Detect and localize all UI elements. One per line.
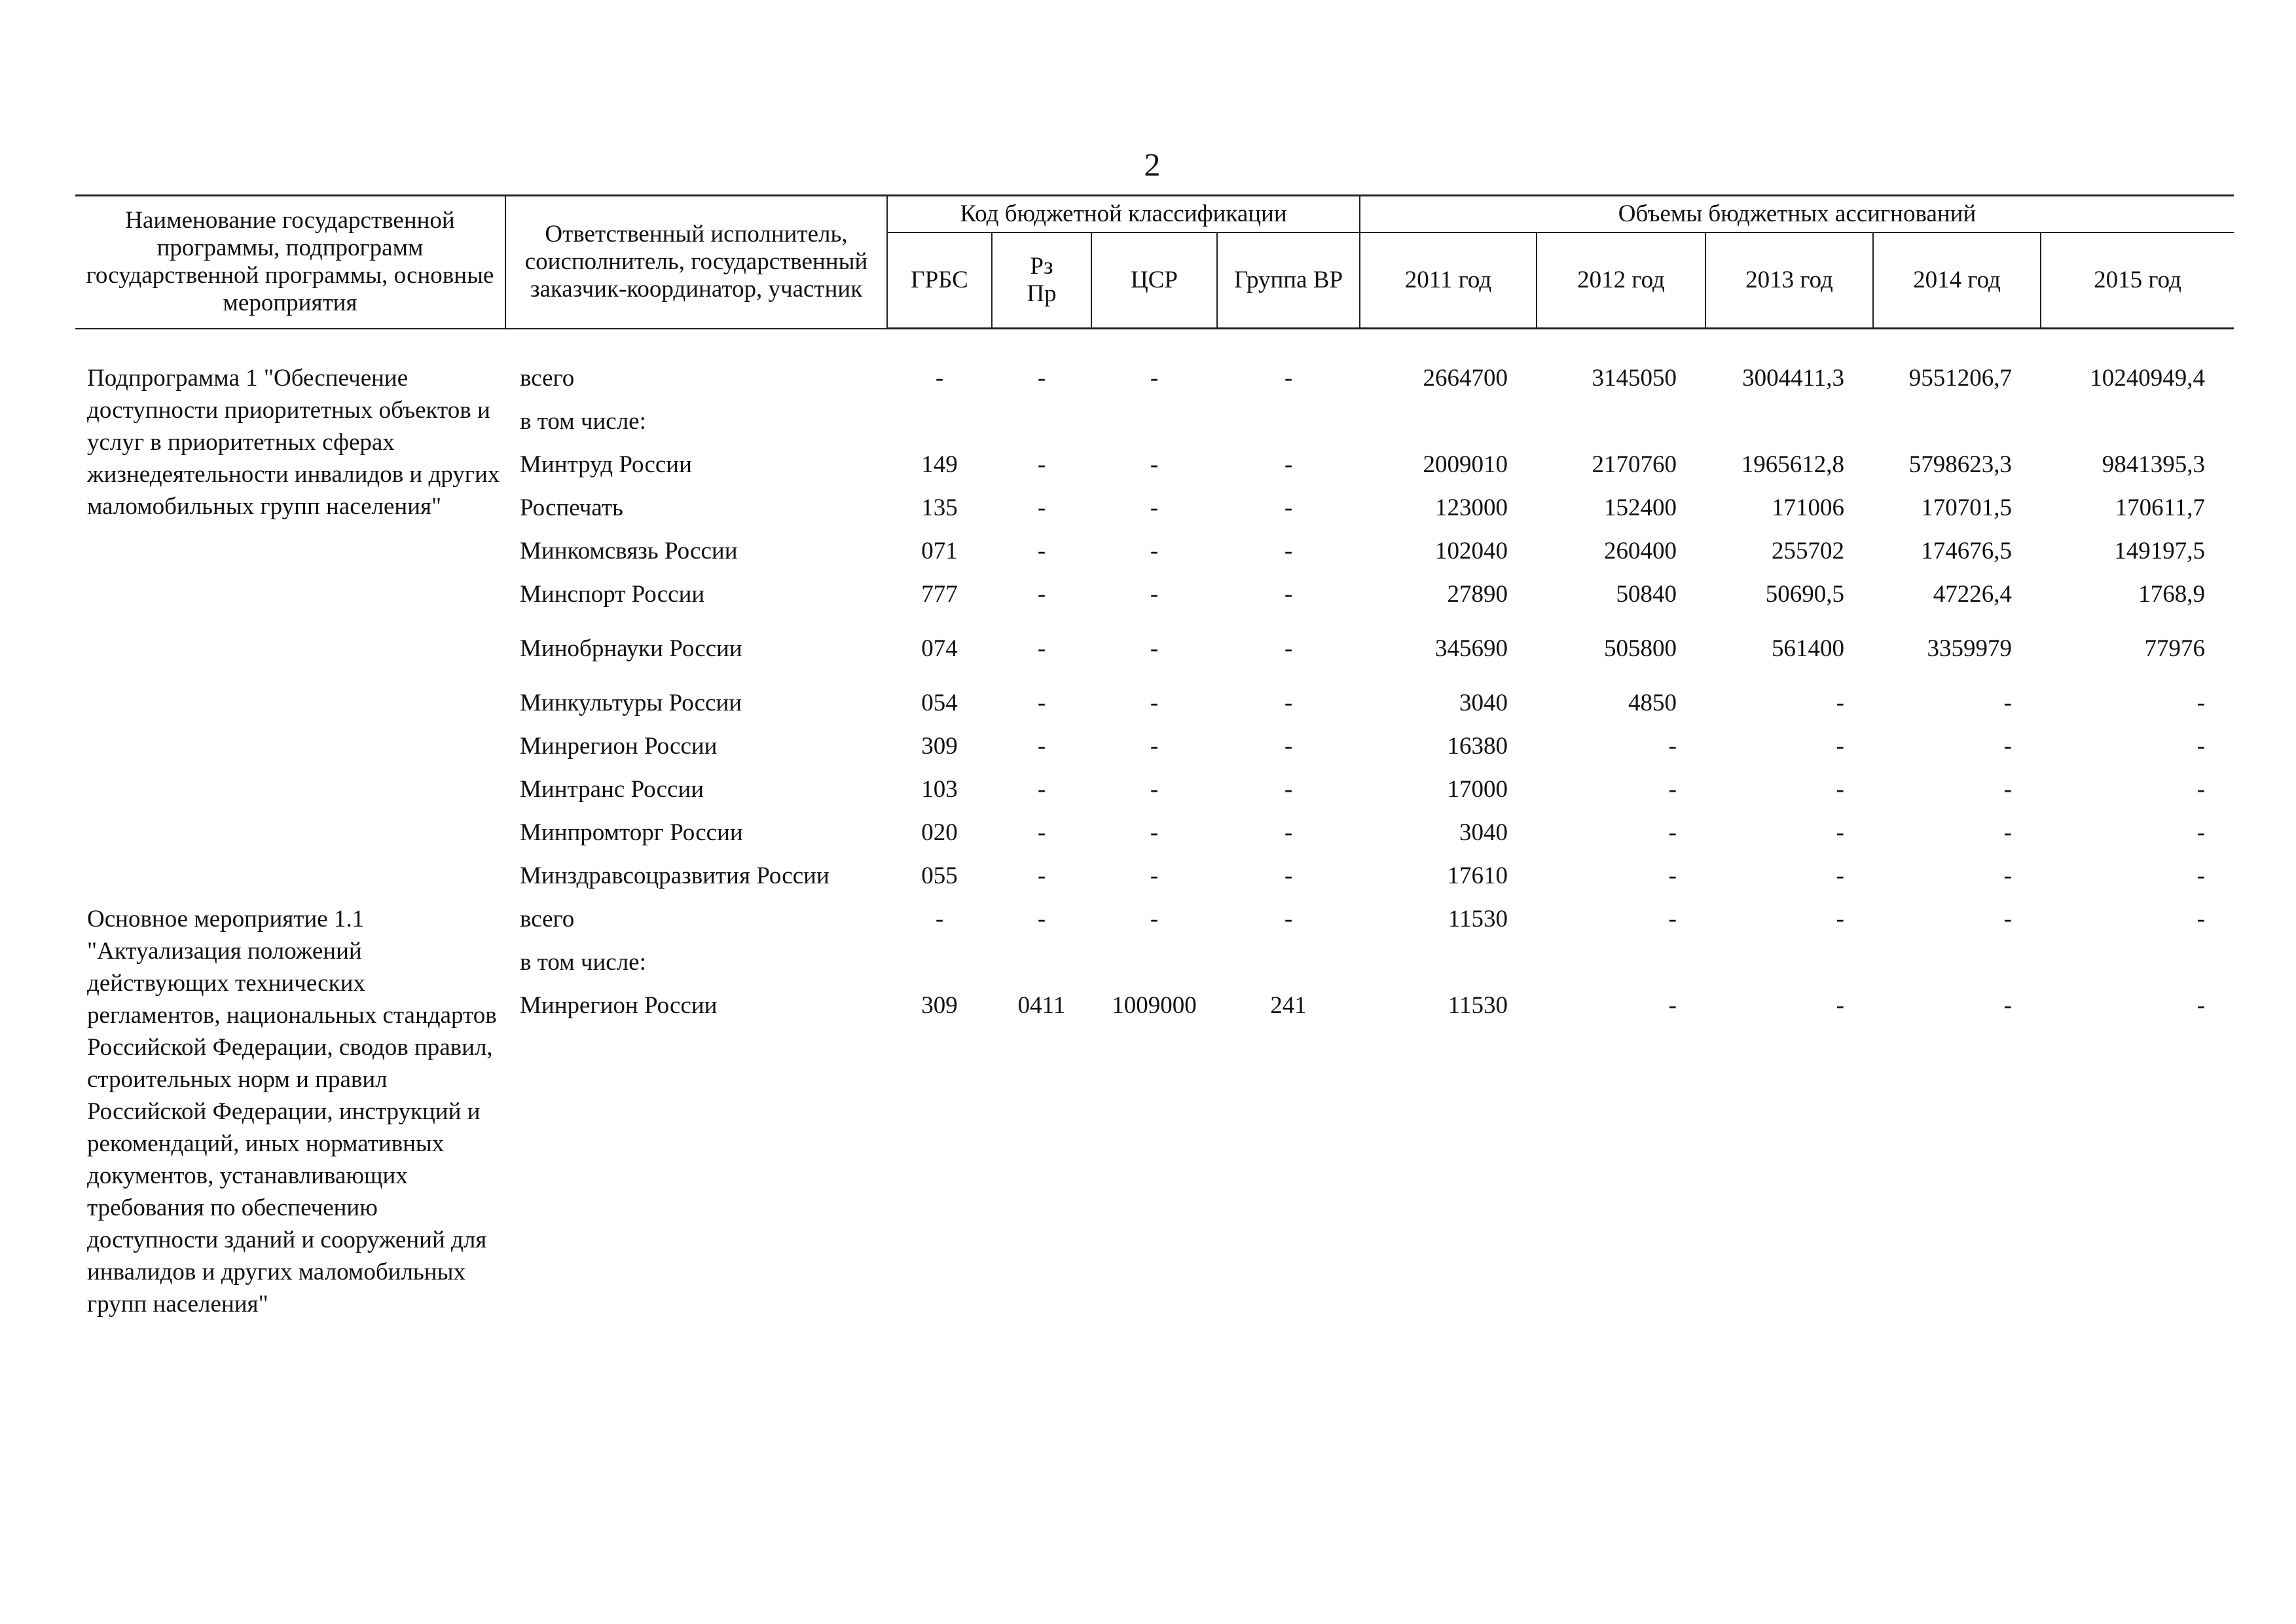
header-grbs: ГРБС bbox=[887, 232, 992, 329]
y2014-cell: - bbox=[2003, 906, 2012, 932]
y2015-cell: - bbox=[2196, 906, 2206, 932]
header-allocation-volume-group: Объемы бюджетных ассигнований bbox=[1360, 196, 2234, 233]
y2015-cell: 149197,5 bbox=[2114, 538, 2206, 564]
grbs-cell bbox=[887, 400, 992, 443]
grbs-cell: 020 bbox=[921, 819, 958, 846]
y2015-cell bbox=[2041, 400, 2234, 443]
csr-cell: - bbox=[1150, 494, 1159, 521]
csr-cell: - bbox=[1150, 538, 1159, 564]
vr-cell bbox=[1217, 941, 1360, 984]
header-vr-group: Группа ВР bbox=[1217, 232, 1360, 329]
y2014-cell: 170701,5 bbox=[1921, 494, 2012, 521]
executor-cell: Минкомсвязь России bbox=[520, 538, 738, 564]
y2013-cell: - bbox=[1836, 862, 1844, 889]
csr-cell: - bbox=[1150, 906, 1159, 932]
y2013-cell: - bbox=[1836, 690, 1844, 716]
executor-cell: Минтруд России bbox=[520, 451, 692, 478]
y2014-cell: - bbox=[2003, 862, 2012, 889]
y2014-cell: 47226,4 bbox=[1933, 581, 2012, 608]
csr-cell: - bbox=[1150, 581, 1159, 608]
csr-cell: - bbox=[1150, 862, 1159, 889]
executor-cell: Минздравсоцразвития России bbox=[520, 862, 829, 889]
executor-cell: Минпромторг России bbox=[520, 819, 743, 846]
y2013-cell: 50690,5 bbox=[1765, 581, 1844, 608]
grbs-cell: 309 bbox=[921, 992, 958, 1019]
header-budget-code-group: Код бюджетной классификации bbox=[887, 196, 1360, 233]
executor-cell: Минтранс России bbox=[520, 776, 704, 803]
rzpr-cell: - bbox=[1037, 906, 1046, 932]
executor-cell: Минобрнауки России bbox=[520, 635, 742, 662]
y2014-cell: 5798623,3 bbox=[1908, 451, 2012, 478]
vr-cell: - bbox=[1284, 494, 1293, 521]
y2012-cell bbox=[1537, 941, 1705, 984]
csr-cell: - bbox=[1150, 776, 1159, 803]
y2013-cell: 255702 bbox=[1772, 538, 1844, 564]
y2015-cell: - bbox=[2196, 992, 2206, 1019]
y2011-cell bbox=[1360, 941, 1537, 984]
y2014-cell: - bbox=[2003, 819, 2012, 846]
subprogram-name: Подпрограмма 1 "Обеспечение доступности приоритетных объектов и услуг в приоритетных сферах жизнедеятельности инвалидов и других маломобильных групп населения" bbox=[87, 365, 500, 520]
executor-cell: Минспорт России bbox=[520, 581, 705, 608]
y2014-cell: - bbox=[2003, 776, 2012, 803]
vr-cell: - bbox=[1284, 906, 1293, 932]
y2011-cell: 17610 bbox=[1447, 862, 1508, 889]
page-number: 2 bbox=[1144, 146, 1161, 183]
vr-cell: 241 bbox=[1270, 992, 1307, 1019]
y2011-cell: 11530 bbox=[1448, 906, 1508, 932]
grbs-cell: 103 bbox=[921, 776, 958, 803]
rzpr-cell: - bbox=[1037, 635, 1046, 662]
rzpr-cell: - bbox=[1037, 819, 1046, 846]
header-rz: Рз bbox=[1030, 253, 1053, 280]
y2012-cell: 505800 bbox=[1604, 635, 1677, 662]
executor-cell: Минкультуры России bbox=[520, 690, 742, 716]
grbs-cell bbox=[887, 941, 992, 984]
vr-cell: - bbox=[1284, 776, 1293, 803]
csr-cell bbox=[1091, 400, 1217, 443]
header-year-2012: 2012 год bbox=[1537, 232, 1705, 329]
grbs-cell: 149 bbox=[921, 451, 958, 478]
y2013-cell: 3004411,3 bbox=[1742, 365, 1844, 392]
y2011-cell: 2009010 bbox=[1423, 451, 1508, 478]
vr-cell bbox=[1217, 400, 1360, 443]
header-csr: ЦСР bbox=[1091, 232, 1217, 329]
rzpr-cell: - bbox=[1037, 581, 1046, 608]
y2014-cell: - bbox=[2003, 992, 2012, 1019]
y2014-cell: - bbox=[2003, 733, 2012, 760]
y2012-cell: 3145050 bbox=[1592, 365, 1677, 392]
y2012-cell: - bbox=[1668, 862, 1677, 889]
y2015-cell: - bbox=[2196, 690, 2206, 716]
y2011-cell: 17000 bbox=[1447, 776, 1508, 803]
y2011-cell: 16380 bbox=[1447, 733, 1508, 760]
vr-cell: - bbox=[1284, 538, 1293, 564]
y2013-cell: 561400 bbox=[1772, 635, 1844, 662]
csr-cell bbox=[1091, 941, 1217, 984]
y2013-cell bbox=[1705, 400, 1873, 443]
csr-cell: - bbox=[1150, 690, 1159, 716]
rzpr-cell: 0411 bbox=[1017, 992, 1066, 1019]
table-row bbox=[75, 898, 2234, 941]
header-year-2015: 2015 год bbox=[2041, 232, 2234, 329]
rzpr-cell: - bbox=[1037, 733, 1046, 760]
y2014-cell bbox=[1873, 941, 2041, 984]
vr-cell: - bbox=[1284, 365, 1293, 392]
vr-cell: - bbox=[1284, 581, 1293, 608]
measure-name: Основное мероприятие 1.1 "Актуализация положений действующих технических регламентов, национальных стандартов Российской Федерации, сводов правил, строительных норм и правил Российской Федерации, инструкций и рекомендаций, иных нормативных документов, устанавливающих требования по обеспечению доступности зданий и сооружений для инвалидов и других маломобильных групп населения" bbox=[87, 906, 497, 1318]
budget-allocations-table bbox=[75, 194, 2234, 1394]
csr-cell: - bbox=[1150, 365, 1159, 392]
table-row bbox=[75, 357, 2234, 400]
executor-cell: всего bbox=[520, 365, 575, 392]
y2013-cell: 1965612,8 bbox=[1741, 451, 1844, 478]
y2013-cell: 171006 bbox=[1772, 494, 1844, 521]
rzpr-cell: - bbox=[1037, 365, 1046, 392]
grbs-cell: 054 bbox=[921, 690, 958, 716]
csr-cell: - bbox=[1150, 819, 1159, 846]
y2014-cell: - bbox=[2003, 690, 2012, 716]
y2013-cell: - bbox=[1836, 733, 1844, 760]
y2011-cell: 2664700 bbox=[1423, 365, 1508, 392]
grbs-cell: 071 bbox=[921, 538, 958, 564]
grbs-cell: 074 bbox=[921, 635, 958, 662]
executor-cell: в том числе: bbox=[520, 408, 646, 435]
header-name-column: Наименование государственной программы, подпрограмм государственной программы, основные мероприятия bbox=[75, 196, 505, 329]
header-gap-row bbox=[75, 329, 2234, 358]
y2014-cell: 9551206,7 bbox=[1908, 365, 2012, 392]
y2015-cell: 1768,9 bbox=[2138, 581, 2206, 608]
executor-cell: Минрегион России bbox=[520, 733, 718, 760]
rzpr-cell: - bbox=[1037, 451, 1046, 478]
y2011-cell: 3040 bbox=[1459, 690, 1508, 716]
vr-cell: - bbox=[1284, 690, 1293, 716]
header-year-2011: 2011 год bbox=[1360, 232, 1537, 329]
executor-cell: Роспечать bbox=[520, 494, 623, 521]
y2015-cell: - bbox=[2196, 776, 2206, 803]
rzpr-cell: - bbox=[1037, 862, 1046, 889]
rzpr-cell bbox=[992, 400, 1091, 443]
y2012-cell: 2170760 bbox=[1592, 451, 1677, 478]
executor-cell: Минрегион России bbox=[520, 992, 718, 1019]
grbs-cell: 309 bbox=[921, 733, 958, 760]
grbs-cell: 777 bbox=[921, 581, 958, 608]
y2015-cell bbox=[2041, 941, 2234, 984]
csr-cell: 1009000 bbox=[1112, 992, 1197, 1019]
y2013-cell: - bbox=[1836, 819, 1844, 846]
table-header bbox=[75, 196, 2234, 329]
csr-cell: - bbox=[1150, 635, 1159, 662]
y2012-cell: 260400 bbox=[1604, 538, 1677, 564]
y2014-cell: 174676,5 bbox=[1921, 538, 2012, 564]
y2011-cell: 3040 bbox=[1459, 819, 1508, 846]
y2014-cell bbox=[1873, 400, 2041, 443]
y2013-cell bbox=[1705, 941, 1873, 984]
vr-cell: - bbox=[1284, 862, 1293, 889]
y2012-cell: 50840 bbox=[1616, 581, 1677, 608]
y2012-cell: 4850 bbox=[1628, 690, 1677, 716]
y2015-cell: - bbox=[2196, 819, 2206, 846]
y2012-cell: - bbox=[1668, 776, 1677, 803]
y2015-cell: - bbox=[2196, 862, 2206, 889]
rzpr-cell: - bbox=[1037, 690, 1046, 716]
vr-cell: - bbox=[1284, 733, 1293, 760]
header-year-2013: 2013 год bbox=[1705, 232, 1873, 329]
y2012-cell bbox=[1537, 400, 1705, 443]
y2011-cell: 123000 bbox=[1435, 494, 1508, 521]
y2012-cell: - bbox=[1668, 733, 1677, 760]
y2013-cell: - bbox=[1836, 906, 1844, 932]
rzpr-cell: - bbox=[1037, 494, 1046, 521]
y2012-cell: - bbox=[1668, 819, 1677, 846]
y2012-cell: 152400 bbox=[1604, 494, 1677, 521]
header-rzpr bbox=[992, 232, 1091, 329]
y2013-cell: - bbox=[1836, 992, 1844, 1019]
header-pr: Пр bbox=[1027, 280, 1057, 307]
y2012-cell: - bbox=[1668, 906, 1677, 932]
y2015-cell: 77976 bbox=[2144, 635, 2206, 662]
table-body bbox=[75, 329, 2234, 1395]
executor-cell: в том числе: bbox=[520, 949, 646, 976]
y2012-cell: - bbox=[1668, 992, 1677, 1019]
y2015-cell: 10240949,4 bbox=[2090, 365, 2206, 392]
rzpr-cell bbox=[992, 941, 1091, 984]
vr-cell: - bbox=[1284, 635, 1293, 662]
rzpr-cell: - bbox=[1037, 538, 1046, 564]
csr-cell: - bbox=[1150, 733, 1159, 760]
y2015-cell: 9841395,3 bbox=[2102, 451, 2206, 478]
y2011-cell: 102040 bbox=[1435, 538, 1508, 564]
header-executor-column: Ответственный исполнитель, соисполнитель, государственный заказчик-координатор, участник bbox=[505, 196, 887, 329]
y2011-cell: 11530 bbox=[1448, 992, 1508, 1019]
rzpr-cell: - bbox=[1037, 776, 1046, 803]
y2011-cell bbox=[1360, 400, 1537, 443]
grbs-cell: - bbox=[935, 906, 944, 932]
vr-cell: - bbox=[1284, 819, 1293, 846]
header-year-2014: 2014 год bbox=[1873, 232, 2041, 329]
csr-cell: - bbox=[1150, 451, 1159, 478]
executor-cell: всего bbox=[520, 906, 575, 932]
grbs-cell: - bbox=[935, 365, 944, 392]
y2014-cell: 3359979 bbox=[1927, 635, 2012, 662]
vr-cell: - bbox=[1284, 451, 1293, 478]
grbs-cell: 055 bbox=[921, 862, 958, 889]
y2015-cell: 170611,7 bbox=[2115, 494, 2206, 521]
y2013-cell: - bbox=[1836, 776, 1844, 803]
y2011-cell: 27890 bbox=[1447, 581, 1508, 608]
y2015-cell: - bbox=[2196, 733, 2206, 760]
grbs-cell: 135 bbox=[921, 494, 958, 521]
y2011-cell: 345690 bbox=[1435, 635, 1508, 662]
